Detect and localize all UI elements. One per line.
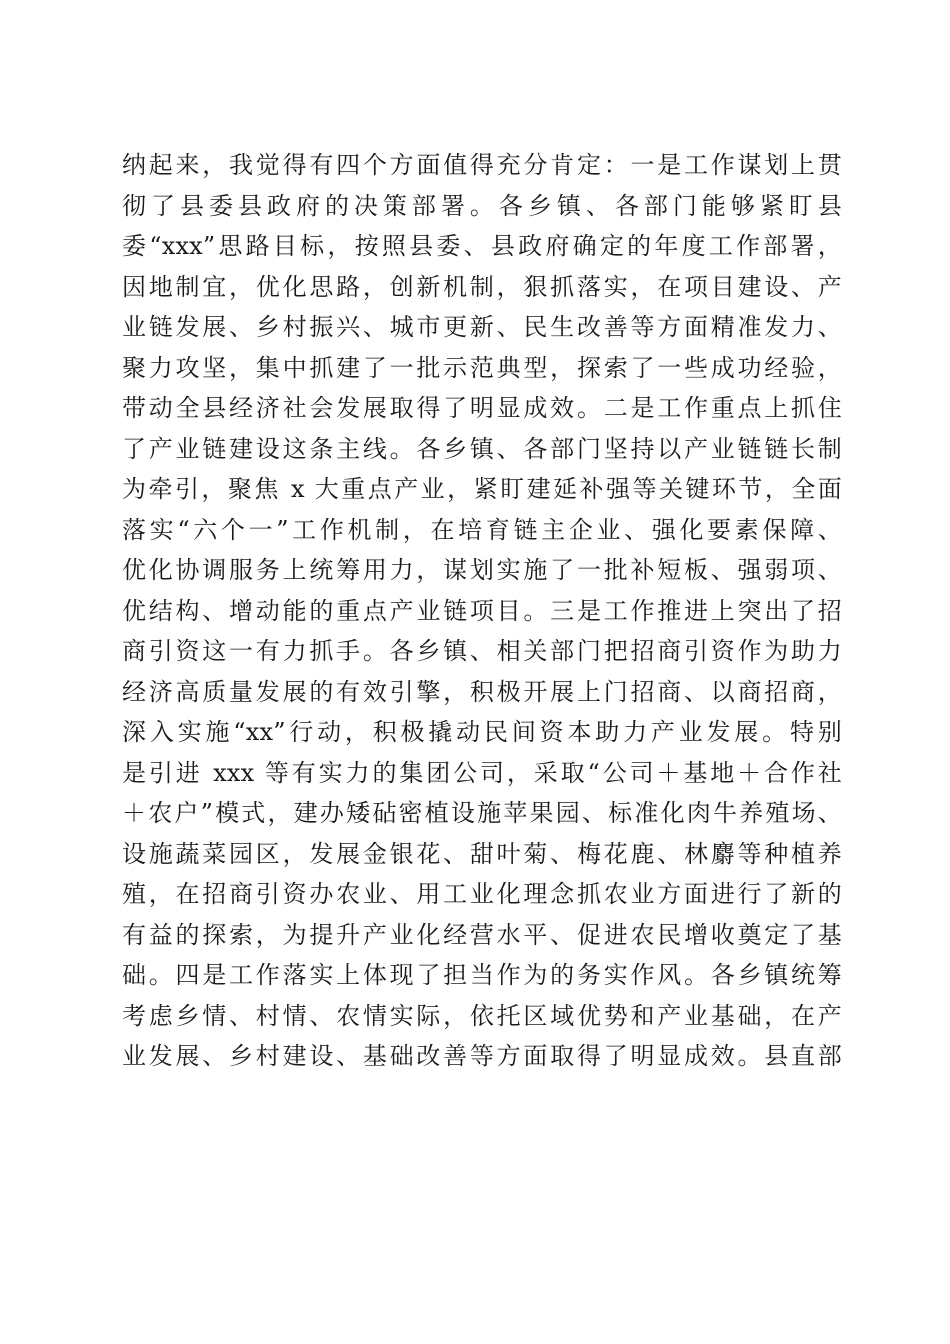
text-line: 考虑乡情、村情、农情实际，依托区域优势和产业基础，在产 xyxy=(122,1001,842,1030)
text-line: 聚力攻坚，集中抓建了一批示范典型，探索了一些成功经验， xyxy=(122,353,842,382)
text-line: 为牵引，聚焦 x 大重点产业，紧盯建延补强等关键环节，全面 xyxy=(122,475,842,503)
body-text xyxy=(122,145,842,1077)
text-line: ＋农户”模式，建办矮砧密植设施苹果园、标准化肉牛养殖场、 xyxy=(122,799,842,827)
text-line: 带动全县经济社会发展取得了明显成效。二是工作重点上抓住 xyxy=(122,394,842,422)
text-line: 落实“六个一”工作机制，在培育链主企业、强化要素保障、 xyxy=(122,515,842,544)
text-line: 经济高质量发展的有效引擎，积极开展上门招商、以商招商， xyxy=(122,677,842,706)
text-line: 优结构、增动能的重点产业链项目。三是工作推进上突出了招 xyxy=(122,596,842,625)
text-line: 设施蔬菜园区，发展金银花、甜叶菊、梅花鹿、林麝等种植养 xyxy=(122,839,842,868)
text-line: 了产业链建设这条主线。各乡镇、各部门坚持以产业链链长制 xyxy=(122,434,842,463)
text-line: 础。四是工作落实上体现了担当作为的务实作风。各乡镇统筹 xyxy=(122,961,842,989)
text-line: 因地制宜，优化思路，创新机制，狠抓落实，在项目建设、产 xyxy=(122,272,842,301)
text-line: 深入实施“xx”行动，积极撬动民间资本助力产业发展。特别 xyxy=(122,718,842,746)
text-line: 业链发展、乡村振兴、城市更新、民生改善等方面精准发力、 xyxy=(122,313,842,341)
text-line: 有益的探索，为提升产业化经营水平、促进农民增收奠定了基 xyxy=(122,920,842,949)
text-line: 殖，在招商引资办农业、用工业化理念抓农业方面进行了新的 xyxy=(122,880,842,908)
text-line: 委“xxx”思路目标，按照县委、县政府确定的年度工作部署， xyxy=(122,232,842,260)
text-line: 是引进 xxx 等有实力的集团公司，采取“公司＋基地＋合作社 xyxy=(122,758,842,787)
text-line: 优化协调服务上统筹用力，谋划实施了一批补短板、强弱项、 xyxy=(122,556,842,584)
text-line: 纳起来，我觉得有四个方面值得充分肯定：一是工作谋划上贯 xyxy=(122,151,842,179)
text-line: 业发展、乡村建设、基础改善等方面取得了明显成效。县直部 xyxy=(122,1042,842,1070)
text-line: 彻了县委县政府的决策部署。各乡镇、各部门能够紧盯县 xyxy=(122,191,842,220)
text-line: 商引资这一有力抓手。各乡镇、相关部门把招商引资作为助力 xyxy=(122,637,842,665)
